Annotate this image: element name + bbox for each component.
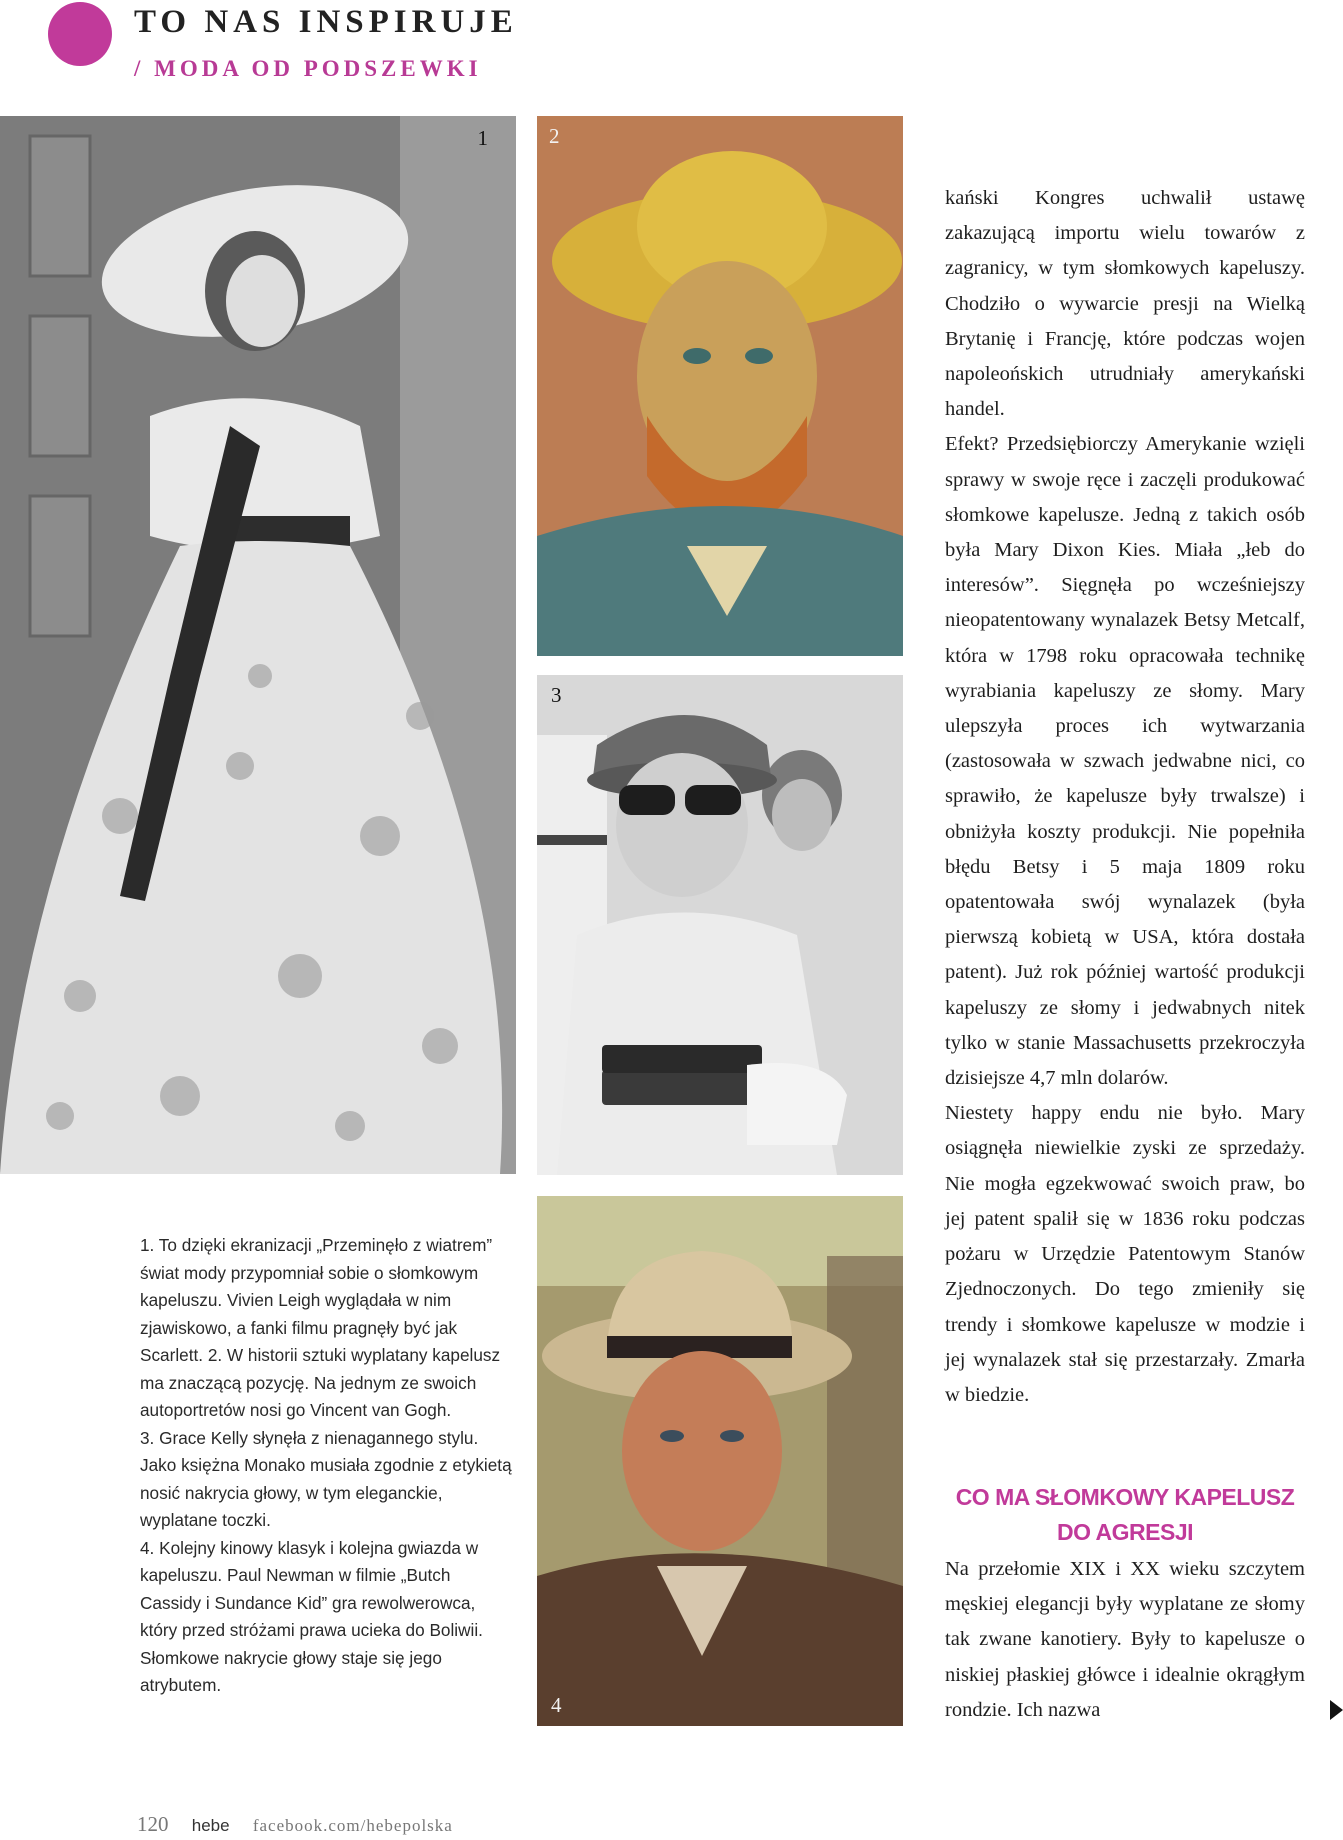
article-body-continued	[945, 1552, 1305, 1728]
photo-captions	[140, 1232, 515, 1700]
photo-van-gogh-illustration	[537, 116, 903, 656]
caption-paragraph: 4. Kolejny kinowy klasyk i kolejna gwiazda w kapeluszu. Paul Newman w filmie „Butch Cassidy i Sundance Kid” gra rewolwerowca, który przed stróżami prawa ucieka do Boliwii. Słomkowe nakrycie głowy staje się jego atrybutem.	[140, 1537, 483, 1695]
photo-number: 3	[551, 683, 562, 707]
footer-link[interactable]: facebook.com/hebepolska	[252, 1816, 453, 1835]
continue-arrow-icon	[1330, 1700, 1343, 1720]
section-title: TO NAS INSPIRUJE	[134, 4, 518, 40]
photo-grace-kelly	[537, 675, 903, 1175]
photo-paul-newman	[537, 1196, 903, 1726]
page-number: 120	[137, 1812, 169, 1836]
article-body	[945, 181, 1305, 1413]
photo-scarlett-illustration	[0, 116, 516, 1174]
caption-paragraph: 1. To dzięki ekranizacji „Przeminęło z wiatrem” świat mody przypomniał sobie o słomkowym kapeluszu. Vivien Leigh wyglądała w nim zjawiskowo, a fanki filmu pragnęły być jak Scarlett. 2. W historii sztuki wyplatany kapelusz ma znaczącą pozycję. Na jednym ze swoich autoportretów nosi go Vincent van Gogh.	[140, 1235, 501, 1420]
caption-paragraph: 3. Grace Kelly słynęła z nienagannego stylu. Jako księżna Monako musiała zgodnie z etykietą nosić nakrycia głowy, w tym eleganckie, wyplatane toczki.	[140, 1427, 512, 1530]
photo-number: 2	[549, 124, 560, 148]
photo-paul-newman-illustration	[537, 1196, 903, 1726]
body-paragraph: Niestety happy endu nie było. Mary osiągnęła niewielkie zyski ze sprzedaży. Nie mogła egzekwować swoich praw, bo jej patent spalił się w 1836 roku podczas pożaru w Urzędzie Patentowym Stanów Zjednoczonych. Do tego zmieniły się trendy i słomkowe kapelusze w modzie i jej wynalazek stał się przestarzały. Zmarła w biedzie.	[945, 1102, 1305, 1406]
body-paragraph: Efekt? Przedsiębiorczy Amerykanie wzięli sprawy w swoje ręce i zaczęli produkować słomkowe kapelusze. Jedną z takich osób była Mary Dixon Kies. Miała „łeb do interesów”. Sięgnęła po wcześniejszy nieopatentowany wynalazek Betsy Metcalf, która w 1798 roku opracowała technikę wyrabiania kapeluszy ze słomy. Mary ulepszyła proces ich wytwarzania (zastosowała w szwach jedwabne nici, co sprawiło, że kapelusze były trwalsze) i obniżyła koszty produkcji. Nie popełniła błędu Betsy i 5 maja 1809 roku opatentowała swój wynalazek (była pierwszą kobietą w USA, która dostała patent). Już rok później wartość produkcji kapeluszy ze słomy i jedwabnych nitek tylko w stanie Massachusetts przekroczyła dzisiejsze 4,7 mln dolarów.	[945, 433, 1305, 1090]
article-subheading: CO MA SŁOMKOWY KAPELUSZ DO AGRESJI	[955, 1484, 1295, 1545]
photo-grace-kelly-illustration	[537, 675, 903, 1175]
photo-scarlett	[0, 116, 516, 1174]
section-dot	[48, 2, 112, 66]
brand-logo: hebe	[191, 1816, 230, 1835]
photo-number: 1	[477, 126, 488, 150]
photo-van-gogh	[537, 116, 903, 656]
page-footer	[137, 1812, 471, 1837]
body-paragraph: kański Kongres uchwalił ustawę zakazującą importu wielu towarów z zagranicy, w tym słomkowych kapeluszy. Chodziło o wywarcie presji na Wielką Brytanię i Francję, które podczas wojen napoleońskich utrudniały amerykański handel.	[945, 187, 1305, 421]
photo-number: 4	[551, 1693, 562, 1717]
section-subtitle: / MODA OD PODSZEWKI	[134, 56, 482, 81]
body-paragraph: Na przełomie XIX i XX wieku szczytem męskiej elegancji były wyplatane ze słomy tak zwane kanotiery. Były to kapelusze o niskiej płaskiej główce i idealnie okrągłym rondzie. Ich nazwa	[945, 1558, 1305, 1721]
